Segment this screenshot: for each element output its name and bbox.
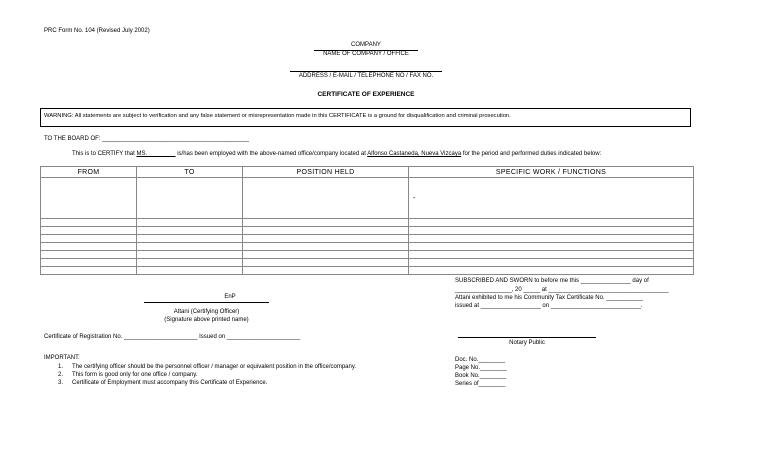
company-location: Alfonso Castaneda, Nueva Vizcaya [367,151,462,157]
table-cell[interactable] [137,219,243,227]
table-cell[interactable] [137,243,243,251]
table-cell[interactable] [41,243,137,251]
table-cell[interactable] [243,267,409,275]
important-number-1: 1. [58,364,64,370]
warning-text: WARNING: All statements are subject to verification and any false statement or misrepresentation made in this CERTIFICATE is a ground for disqualification and criminal prosecution. [44,113,511,119]
table-row [41,235,694,243]
subscribed-line-1: SUBSCRIBED AND SWORN to before me this _______________ day of [455,278,649,284]
table-cell[interactable] [137,235,243,243]
book-number: Book No.________ [455,373,507,379]
form-number: PRC Form No. 104 (Revised July 2002) [44,28,150,34]
signatory-caption: (Signature above printed name) [164,317,249,323]
header-position-held: POSITION HELD [243,167,409,178]
important-item-2: This form is good only for one office / company. [72,372,198,378]
company-name-caption: NAME OF COMPANY / OFFICE [323,51,409,57]
table-cell[interactable] [41,235,137,243]
warning-box [40,108,691,127]
table-row [41,219,694,227]
table-cell[interactable] [243,259,409,267]
important-item-3: Certificate of Employment must accompany this Certificate of Experience. [72,380,268,386]
table-cell[interactable] [41,219,137,227]
table-cell[interactable] [243,219,409,227]
table-cell[interactable] [409,267,694,275]
subscribed-line-2: _________________, 20 _____ at ____________________________________ [455,287,669,293]
table-row [41,259,694,267]
table-cell[interactable] [41,251,137,259]
signatory-name: Attani (Certifying Officer) [173,309,240,315]
addressee-line: TO THE BOARD OF: ____________________________________________ [44,136,249,142]
certify-prefix: This is to CERTIFY that [72,151,135,157]
table-row [41,251,694,259]
table-cell[interactable] [409,235,694,243]
table-cell[interactable] [409,227,694,235]
header-to: TO [137,167,243,178]
address-line [290,71,442,72]
table-row [41,178,694,219]
table-cell[interactable] [409,243,694,251]
series-number: Series of________ [455,381,506,387]
signatory-initials: EnP [224,294,236,300]
table-row [41,267,694,275]
table-cell[interactable] [41,259,137,267]
table-cell[interactable] [243,227,409,235]
certify-middle: is/has been employed with the above-named office/company located at [177,151,366,157]
table-cell[interactable] [243,178,409,219]
notary-signature-line [458,337,596,338]
header-specific-work: SPECIFIC WORK / FUNCTIONS [409,167,694,178]
header-from: FROM [41,167,137,178]
certify-suffix: for the period and performed duties indicated below: [462,151,602,157]
important-number-3: 3. [58,380,64,386]
table-cell[interactable] [137,267,243,275]
registration-line: Certificate of Registration No. ______________________ Issued on ______________________ [44,334,301,340]
table-row [41,227,694,235]
table-cell[interactable] [243,235,409,243]
table-cell[interactable] [409,219,694,227]
signature-line [144,302,269,303]
company-name: COMPANY [351,42,381,48]
table-cell[interactable] [137,251,243,259]
table-cell[interactable] [41,227,137,235]
table-header-row [41,167,694,178]
table-cell[interactable] [409,259,694,267]
table-cell[interactable] [243,251,409,259]
table-cell[interactable] [41,178,137,219]
page-number: Page No.________ [455,365,507,371]
subscribed-line-3: Attani exhibited to me his Community Tax Certificate No. ___________ [455,295,643,301]
document-title: CERTIFICATE OF EXPERIENCE [317,91,415,98]
important-heading: IMPORTANT: [44,355,80,361]
certify-sentence [72,151,601,157]
notary-caption: Notary Public [509,340,545,346]
subscribed-line-4: issued at __________________ on ___________________________. [455,303,643,309]
first-row-mark: - [413,194,416,202]
table-cell[interactable] [41,267,137,275]
table-cell[interactable] [137,178,243,219]
address-caption: ADDRESS / E-MAIL / TELEPHONE NO / FAX NO. [298,73,434,79]
table-cell[interactable] [243,243,409,251]
important-number-2: 2. [58,372,64,378]
experience-table [40,166,694,275]
table-cell[interactable] [137,227,243,235]
table-cell[interactable] [409,178,694,219]
table-row [41,243,694,251]
table-cell[interactable] [137,259,243,267]
table-cell[interactable] [409,251,694,259]
doc-number: Doc. No.________ [455,357,506,363]
employee-name: MS. ________ [136,151,176,157]
important-item-1: The certifying officer should be the personnel officer / manager or equivalent position in the office/company. [72,364,357,370]
